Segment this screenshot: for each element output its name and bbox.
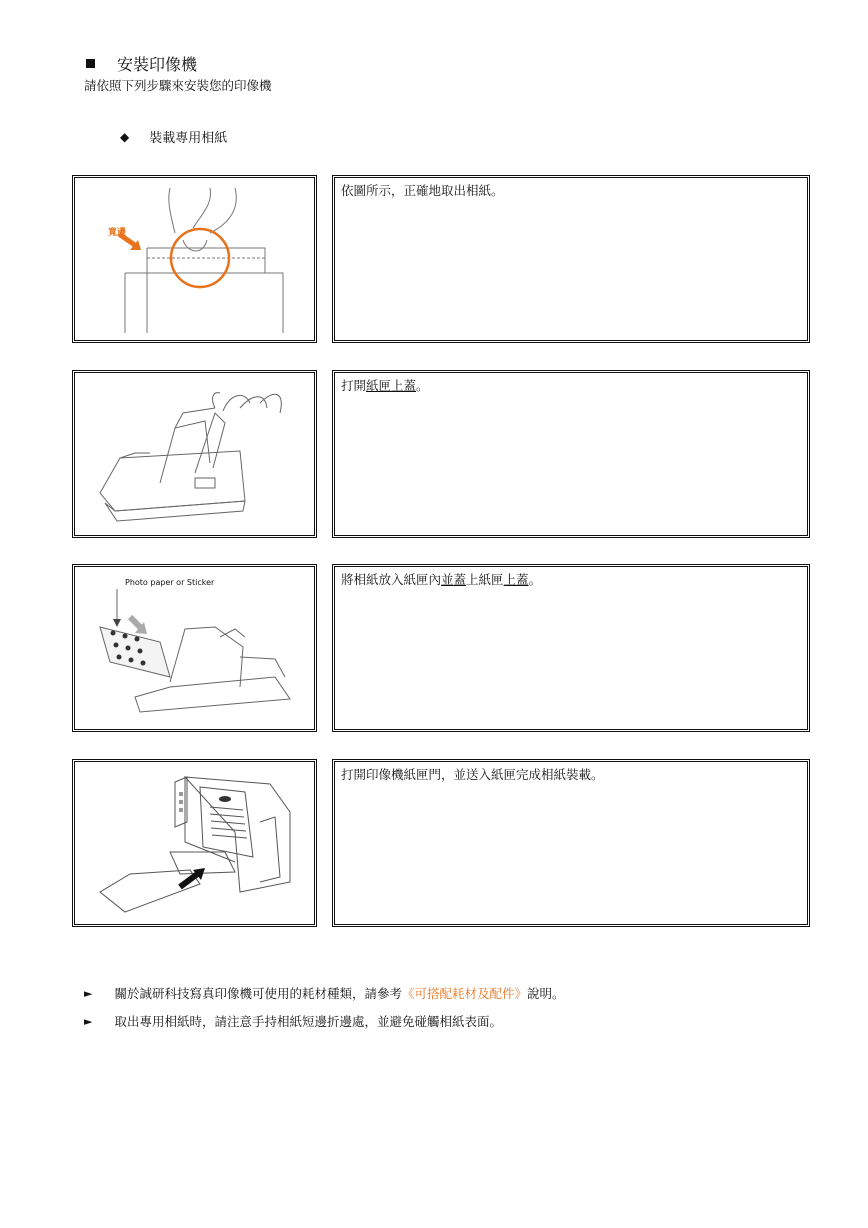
- step-3-text-u2: 上蓋: [503, 572, 529, 587]
- step-4-text: 打開印像機紙匣門，並送入紙匣完成相紙裝載。: [341, 767, 604, 782]
- wide-edge-label: 寬邊: [108, 228, 127, 238]
- step-4-text-box: [332, 759, 810, 927]
- black-square-icon: [86, 59, 95, 68]
- subheading: [120, 127, 227, 146]
- note-1-text-a: 關於誠研科技寫真印像機可使用的耗材種類，請參考: [114, 986, 402, 1001]
- section-title: 安裝印像機: [117, 55, 198, 74]
- step-3-text-mid: 上紙匣: [466, 572, 504, 587]
- step-1-text-box: [332, 175, 810, 343]
- note-2-text: 取出專用相紙時，請注意手持相紙短邊折邊處，並避免碰觸相紙表面。: [114, 1014, 502, 1029]
- diamond-icon: ◆: [120, 129, 130, 144]
- note-1: [84, 984, 565, 1002]
- subheading-title: 裝載專用相紙: [149, 131, 228, 146]
- step-2-text-a: 打開: [341, 378, 367, 393]
- step-3-image: [72, 564, 317, 732]
- step-1-image: [72, 175, 317, 343]
- step-2-text-b: 。: [416, 378, 429, 393]
- note-1-text-b: 說明。: [527, 986, 565, 1001]
- hand-holding-paper-illustration: [75, 178, 314, 340]
- insert-tray-printer-illustration: [75, 762, 314, 924]
- load-paper-tray-illustration: [75, 567, 314, 729]
- step-3-text-box: [332, 564, 810, 732]
- triangle-right-icon: ►: [84, 1014, 93, 1028]
- step-3-text-u1: 並蓋: [441, 572, 467, 587]
- open-tray-lid-illustration: [75, 373, 314, 535]
- photo-paper-label: Photo paper or Sticker: [125, 578, 215, 587]
- step-2-image: [72, 370, 317, 538]
- intro-text: 請依照下列步驟來安裝您的印像機: [84, 78, 272, 93]
- step-3-text: [335, 567, 807, 591]
- note-2: [84, 1012, 502, 1030]
- step-1-text: 依圖所示，正確地取出相紙。: [341, 183, 504, 198]
- triangle-right-icon: ►: [84, 986, 93, 1000]
- accessories-link[interactable]: 《可搭配耗材及配件》: [401, 986, 527, 1001]
- step-3-text-b: 。: [528, 572, 542, 587]
- section-heading: [86, 52, 197, 75]
- step-2-text-box: [332, 370, 810, 538]
- step-2-text-underlined: 紙匣上蓋: [366, 378, 417, 393]
- step-4-image: [72, 759, 317, 927]
- note-1-text: [114, 984, 564, 1002]
- step-2-text: [335, 373, 807, 397]
- step-3-text-a: 將相紙放入紙匣內: [341, 572, 442, 587]
